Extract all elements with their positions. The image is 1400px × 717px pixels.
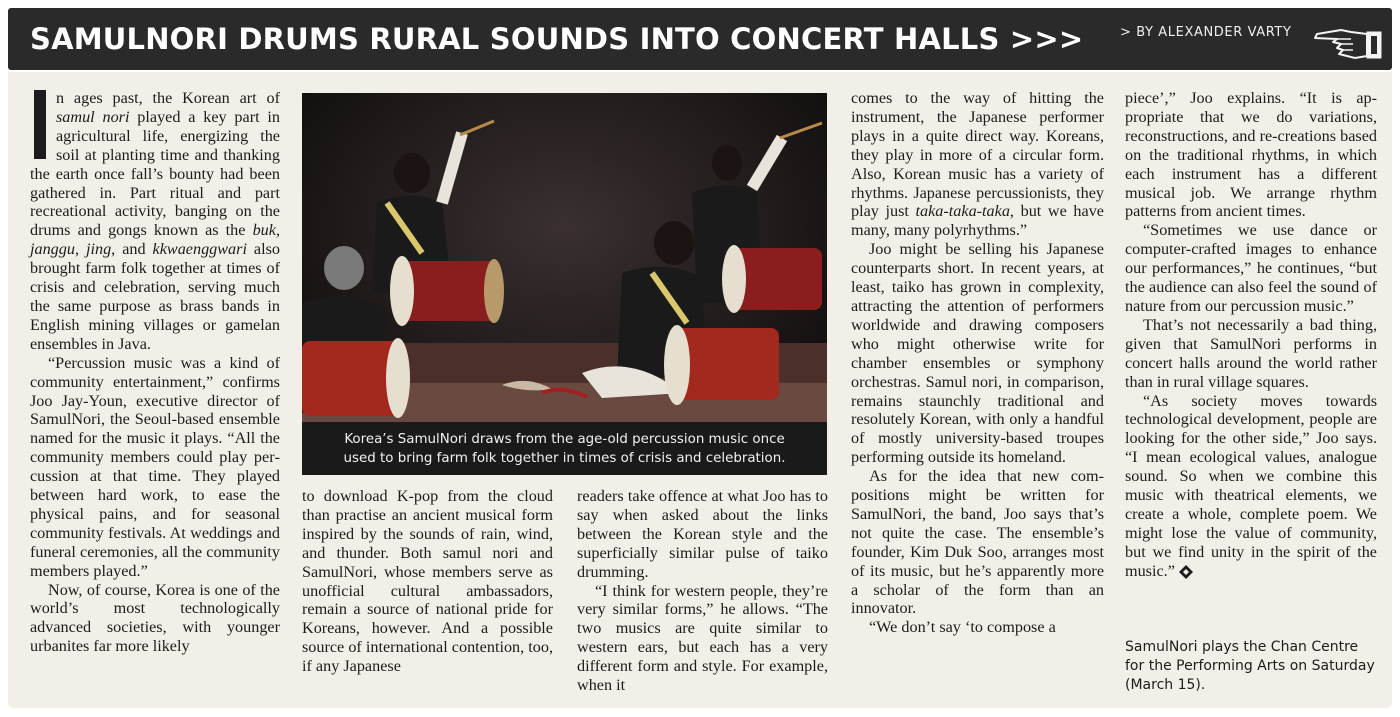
article-column-2 xyxy=(302,487,553,676)
text-run: played a key part in agricultural life, energizing the soil at planting time and thanking the earth once fall’s bounty had been gathered in. Part ritual and part recreational activity, banging on the drums and gongs known as the xyxy=(30,107,280,240)
article-column-5 xyxy=(1125,89,1377,581)
paragraph-9: That’s not necessarily a bad thing, given that SamulNori performs in concert halls around the world rather than in rural village squares. xyxy=(1125,315,1377,391)
term-janggu: janggu xyxy=(30,240,75,259)
paragraph-4-start: “I think for western people, they’re very similar forms,” he allows. “The two musics are quite similar to western ears, but each has a very different form and style. For example, when it xyxy=(577,581,828,695)
caption-line-1: Korea’s SamulNori draws from the age-old percussion music once xyxy=(344,432,785,447)
term-buk: buk xyxy=(252,221,276,240)
article-column-3 xyxy=(577,487,828,695)
drop-cap xyxy=(34,90,46,159)
drum-right xyxy=(722,245,822,313)
text-run: also brought farm folk together at times of crisis and celebration, serving much the same purpose as brass bands in English mining villages or gamelan ensembles in Java. xyxy=(30,240,280,353)
paragraph-7-start: “We don’t say ‘to compose a xyxy=(869,618,1056,637)
text-run: , but we have many, many polyrhythms.” xyxy=(851,202,1104,240)
drum-center xyxy=(664,325,779,405)
paragraph-2: “Percussion music was a kind of community entertainment,” confirms Joo Jay-Youn, executive director of SamulNori, the Seoul-based ensemble named for the music it plays. “All the community members could play percussion at that time. They played between hard work, to ease the physical pains, and for seasonal community festivals. At weddings and funeral ceremonies, all the community members played.” xyxy=(30,353,280,580)
paragraph-8: “Sometimes we use dance or computer-crafted images to enhance our performances,” he continues, “but the audience can also feel the sound of nature from our percussion music.” xyxy=(1125,221,1377,315)
term-taka-taka-taka: taka-taka-taka xyxy=(915,202,1010,221)
text-run: comes to the way of hitting the instrument, the Japanese performer plays in a quite direct way. Koreans, they play in more of a circular form. Also, Korean music has a variety of rhythms. Japanese percussionists, they play just xyxy=(851,89,1104,221)
text-run: “As society moves towards technological development, people are looking for the other side,” Joo says. “I mean ecological values, analogue sound. So when we combine this music with theatrical elements, we create a whole, complete poem. We might lose the value of community, but we find unity in the spirit of the music.” xyxy=(1125,391,1377,580)
paragraph-3-start: Now, of course, Korea is one of the world’s most technologically advanced societies, with younger urbanites far more likely xyxy=(30,580,280,656)
paragraph-5: Joo might be selling his Japanese counterparts short. In recent years, at least, taiko has grown in complexity, attracting the attention of performers worldwide and drawing composers who might otherwise write for chamber ensembles or symphony orchestras. Samul nori, in comparison, remains staunchly traditional and resolutely Korean, with only a handful of mostly university-based troupes performing outside its homeland. xyxy=(851,240,1104,467)
text-run: , and xyxy=(111,240,153,259)
headline: SAMULNORI DRUMS RURAL SOUNDS INTO CONCERT HALLS >>> xyxy=(30,22,1084,56)
performance-photo xyxy=(302,93,827,475)
text-run: n ages past, the Korean art of xyxy=(56,89,280,107)
term-kkwaenggwari: kkwaenggwari xyxy=(152,240,247,259)
text-run: , xyxy=(74,240,86,259)
text-run: , xyxy=(275,221,280,240)
paragraph-4-continued xyxy=(851,89,1104,240)
headline-banner xyxy=(8,8,1392,70)
paragraph-6: As for the idea that new compositions might be written for SamulNori, the band, Joo says that’s not quite the case. The ensemble’s founder, Kim Duk Soo, arranges most of its music, but he’s apparently more a scholar of the form than an innovator. xyxy=(851,467,1104,618)
byline: > BY ALEXANDER VARTY xyxy=(1120,25,1292,40)
drum-left xyxy=(390,256,504,326)
term-samul-nori: samul nori xyxy=(56,107,130,126)
paragraph-1 xyxy=(30,89,280,354)
term-jing: jing xyxy=(85,240,112,259)
paragraph-10 xyxy=(1125,392,1377,581)
paragraph-7-continued: piece’,” Joo explains. “It is appropriate that we do variations, reconstructions, and re-creations based on the traditional rhythms, in which each instrument has a different musical job. We arrange rhythm patterns from ancient times. xyxy=(1125,89,1377,221)
diamond-endmark-icon xyxy=(1178,564,1194,580)
paragraph-3-continued: to download K-pop from the cloud than practise an ancient musical form inspired by the sounds of rain, wind, and thunder. Both samul nori and SamulNori, whose members serve as unofficial cultural ambassadors, remain a source of national pride for Koreans, however. And a possible source of international contention, too, if any Japanese xyxy=(302,487,553,676)
pointing-hand-icon xyxy=(1311,26,1383,64)
drum-front xyxy=(302,338,410,418)
article-column-4 xyxy=(851,89,1104,637)
event-info: SamulNori plays the Chan Centre for the Performing Arts on Saturday (March 15). xyxy=(1125,639,1375,693)
article-column-1 xyxy=(30,89,280,656)
photo-caption xyxy=(302,422,827,475)
paragraph-3-end: readers take offence at what Joo has to say when asked about the links between the Korean style and the superficially similar pulse of taiko drumming. xyxy=(577,487,828,581)
caption-line-2: used to bring farm folk together in times of crisis and celebration. xyxy=(343,451,786,466)
